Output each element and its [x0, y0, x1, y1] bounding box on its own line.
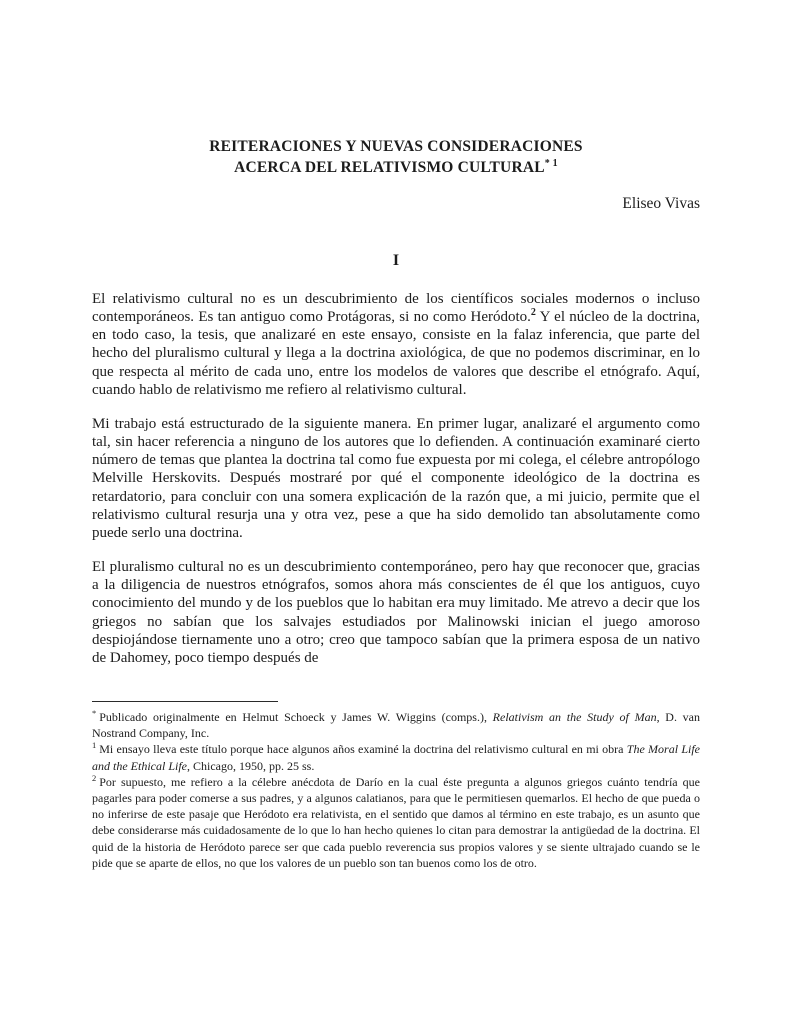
paragraph-1: El relativismo cultural no es un descubrimiento de los científicos sociales modernos o incluso contemporáneos. Es tan antiguo como Protágoras, si no como Heródoto.$^2$ Y el núcleo de la doctrina, en todo caso, la tesis, que analizaré en este ensayo, consiste en la falaz inferencia, que parte del hecho del pluralismo cultural y llega a la doctrina axiológica, de que no podemos discriminar, en lo que respecta al mérito de cada uno, entre los modelos de valores que describe el etnógrafo. Aquí, cuando hablo de relativismo me refiero al relativismo cultural.	[92, 291, 701, 398]
footnote-2	[92, 774, 700, 871]
footnote-asterisk	[92, 709, 700, 741]
title-line-1: REITERACIONES Y NUEVAS CONSIDERACIONES	[209, 138, 583, 155]
paragraph-3: El pluralismo cultural no es un descubrimiento contemporáneo, pero hay que reconocer que, gracias a la diligencia de nuestros etnógrafos, somos ahora más conscientes de él que los antiguos, cuyo conocimiento del mundo y de los pueblos que lo habitan era muy limitado. Me atrevo a decir que los griegos no sabían que los salvajes estudiados por Malinowski inician el juego amoroso despiojándose tiernamente uno a otro; creo que tampoco sabían que la primera esposa de un nativo de Dahomey, poco tiempo después de	[92, 559, 700, 666]
footnote-text: Mi ensayo lleva este título porque hace algunos años examiné la doctrina del relativismo cultural en mi obra The Moral Life and the Ethical Life, Chicago, 1950, pp. 25 ss.	[92, 742, 700, 773]
paragraph-2: Mi trabajo está estructurado de la siguiente manera. En primer lugar, analizaré el argumento como tal, sin hacer referencia a ninguno de los autores que lo defienden. A continuación examinaré cierto número de temas que plantea la doctrina tal como fue expuesta por mi colega, el célebre antropólogo Melville Herskovits. Después mostraré por qué el componente ideológico de la doctrina es retardatorio, para concluir con una somera explicación de la razón que, a mi juicio, permite que el relativismo cultural resurja una y otra vez, pese a que ha sido demolido tan absolutamente como puede serlo una doctrina.	[92, 415, 700, 541]
body-text	[92, 290, 700, 667]
footnote-marker: 1	[92, 740, 97, 751]
section-heading: I	[392, 252, 400, 269]
title-footnote-marker: * 1	[544, 157, 558, 169]
page-content	[92, 136, 700, 871]
footnote-separator-rule	[92, 701, 278, 702]
footnote-1	[92, 741, 700, 773]
footnote-marker: *	[92, 707, 97, 718]
footnote-text: Por supuesto, me refiero a la célebre anécdota de Darío en la cual éste pregunta a algunos griegos cuánto tendría que pagarles para poder comerse a sus padres, y a algunos calatianos, para que le permitiesen quemarlos. El hecho de que pueda o no inferirse de este pasaje que Heródoto era relativista, en el sentido que damos al término en este trabajo, es un asunto que debe considerarse más cuidadosamente de lo que lo han hecho quienes lo citan para demostrar la antigüedad de la doctrina. El quid de la historia de Heródoto parece ser que cada pueblo reverencia sus propios valores y se siente ultrajado cuando se le pide que se aparte de ellos, no que los valores de un pueblo son tan buenos como los de otro.	[92, 774, 700, 870]
title-line-2: ACERCA DEL RELATIVISMO CULTURAL	[234, 159, 545, 176]
author-name: Eliseo Vivas	[622, 195, 700, 212]
footnote-marker: 2	[92, 772, 97, 783]
document-title	[92, 136, 700, 178]
footnotes-section	[92, 701, 700, 871]
footnote-text: Publicado originalmente en Helmut Schoeck y James W. Wiggins (comps.), Relativism an the Study of Man, D. van Nostrand Company, Inc.	[92, 709, 701, 741]
